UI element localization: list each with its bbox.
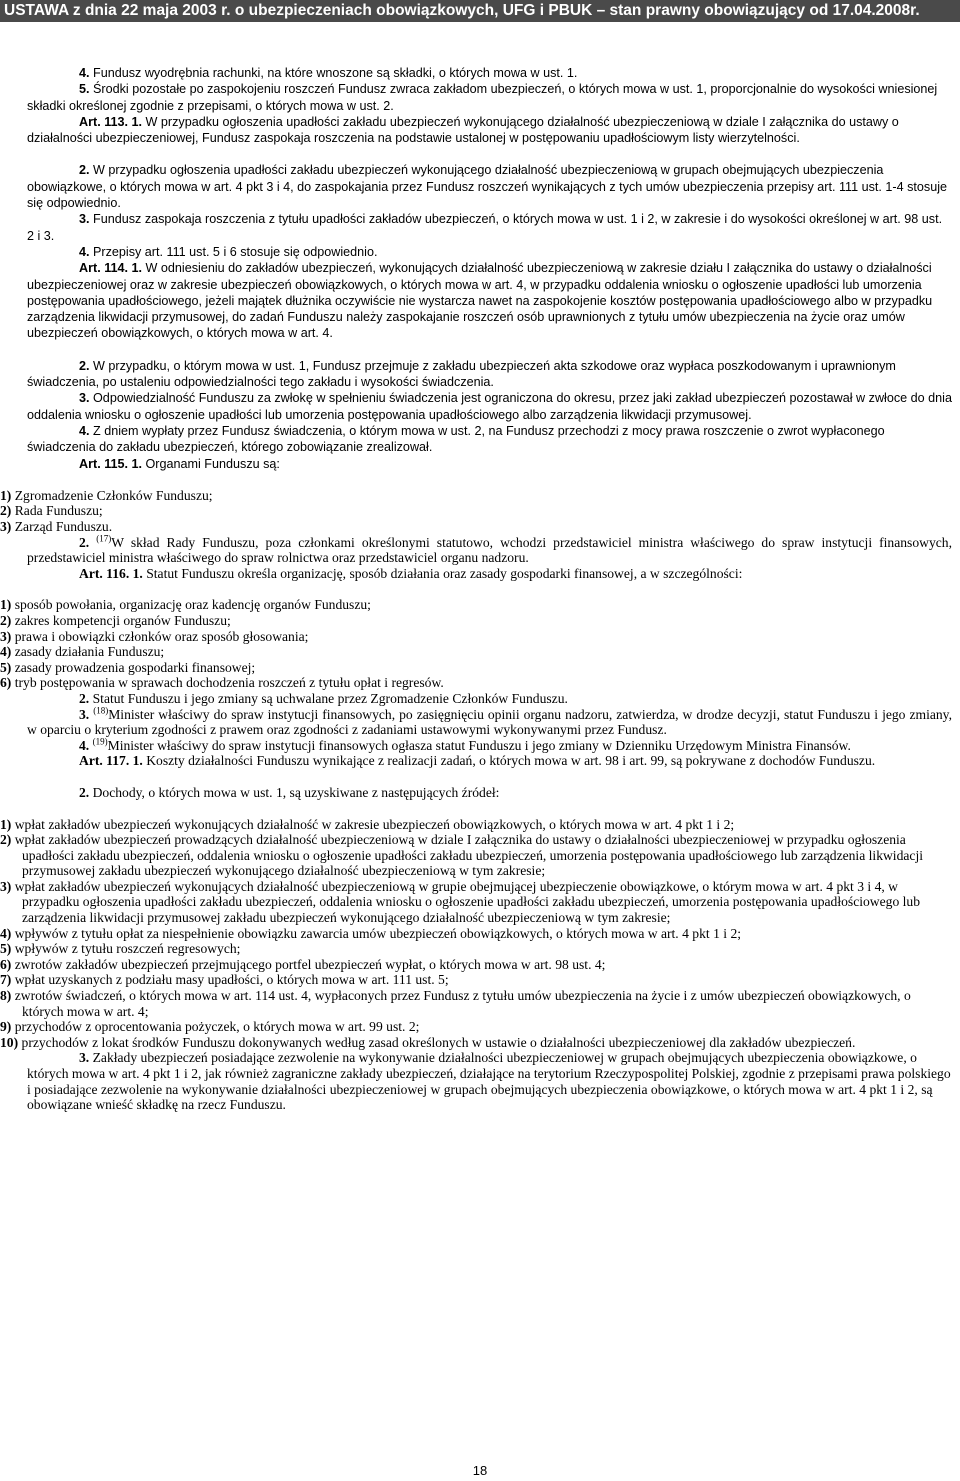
- paragraph: 3. $^{(18)}$Minister właściwy do spraw instytucji finansowych, po zasięgnięciu opinii organu nadzoru, zatwierdza, w drodze decyzji, statut Funduszu i jego zmiany, w oparciu o kryterium zgodności z prawem oraz zgodności z zadaniami ustawowymi wykonywanymi przez Fundusz.: [27, 705, 952, 738]
- paragraph: 3. Odpowiedzialność Funduszu za zwłokę w spełnieniu świadczenia jest ograniczona do okresu, przez jaki zakład ubezpieczeń pozostawał w zwłoce do dnia oddalenia wniosku o ogłoszenie upadłości lub umorzenia postępowania upadłościowego albo zarządzenia likwidacji przymusowej.: [27, 391, 952, 422]
- list-item: 1) sposób powołania, organizację oraz kadencję organów Funduszu;: [0, 597, 371, 613]
- list-item: 3) prawa i obowiązki członków oraz sposób głosowania;: [0, 628, 309, 644]
- list-item: 5) wpływów z tytułu roszczeń regresowych;: [0, 941, 241, 957]
- list-item: 6) zwrotów zakładów ubezpieczeń przejmującego portfel ubezpieczeń wypłat, o których mowa w art. 98 ust. 4;: [0, 956, 606, 972]
- organs-list: [0, 487, 952, 1113]
- list-item: 4) wpływów z tytułu opłat za niespełnienie obowiązku zawarcia umów ubezpieczeń obowiązkowych, o których mowa w art. 4 pkt 1 i 2;: [0, 925, 742, 941]
- paragraph: 2. W przypadku, o którym mowa w ust. 1, Fundusz przejmuje z zakładu ubezpieczeń akta szkodowe oraz wypłaca poszkodowanym i uprawnionym świadczenia, po ustaleniu odpowiedzialności tego zakładu i wysokości świadczenia.: [27, 358, 896, 390]
- paragraph-art-116: Art. 116. 1. Statut Funduszu określa organizację, sposób działania oraz zasady gospodarki finansowej, a w szczególności:: [79, 565, 743, 581]
- list-item: 1) Zgromadzenie Członków Funduszu;: [0, 487, 213, 503]
- list-item: 8) zwrotów świadczeń, o których mowa w art. 114 ust. 4, wypłaconych przez Fundusz z tytułu umów ubezpieczenia na życie i z umów ubezpieczeń obowiązkowych, o których mowa w art. 4;: [0, 988, 911, 1019]
- paragraph: 2. Statut Funduszu i jego zmiany są uchwalane przez Zgromadzenie Członków Funduszu.: [79, 690, 568, 706]
- paragraph: 4. $^{(19)}$Minister właściwy do spraw instytucji finansowych ogłasza statut Funduszu i jego zmiany w Dzienniku Urzędowym Ministra Finansów.: [79, 736, 851, 753]
- paragraph-art-117: Art. 117. 1. Koszty działalności Funduszu wynikające z realizacji zadań, o których mowa w art. 98 i art. 99, są pokrywane z dochodów Funduszu.: [79, 753, 876, 769]
- list-item: 9) przychodów z oprocentowania pożyczek, o których mowa w art. 99 ust. 2;: [0, 1019, 420, 1035]
- list-item: 4) zasady działania Funduszu;: [0, 644, 165, 660]
- list-item: 5) zasady prowadzenia gospodarki finansowej;: [0, 659, 256, 675]
- page-number: 18: [472, 1463, 488, 1478]
- paragraph: 2. $^{(17)}$W skład Rady Funduszu, poza członkami określonymi statutowo, wchodzi przedstawiciel ministra właściwego do spraw instytucji finansowych, przedstawiciel ministra właściwego do spraw rolnictwa oraz przedstawiciel organu nadzoru.: [27, 533, 952, 566]
- page-header: USTAWA z dnia 22 maja 2003 r. o ubezpieczeniach obowiązkowych, UFG i PBUK – stan prawny obowiązujący od 17.04.2008r.: [0, 0, 960, 22]
- paragraph-art-114: Art. 114. 1. W odniesieniu do zakładów ubezpieczeń, wykonujących działalność ubezpieczeniową w zakresie działu I załącznika do ustawy o działalności ubezpieczeniowej oraz w zakresie ubezpieczeń obowiązkowych, o których mowa w art. 4, w przypadku oddalenia wniosku o ogłoszenie upadłości lub umorzenia postępowania upadłościowego, jeżeli majątek dłużnika oczywiście nie wystarcza nawet na zaspokojenie kosztów postępowania upadłościowego albo w przypadku zarządzenia likwidacji przymusowej, do zadań Funduszu należy zaspokajanie roszczeń osób uprawnionych z tytułu umów ubezpieczenia na życie oraz umów ubezpieczeń obowiązkowych, o których mowa w art. 4.: [27, 261, 933, 341]
- paragraph-art-113: Art. 113. 1. W przypadku ogłoszenia upadłości zakładu ubezpieczeń wykonującego działalność ubezpieczeniową w dziale I załącznika do ustawy o działalności ubezpieczeniowej, Fundusz zaspokaja roszczenia na podstawie ustalonej w postępowaniu upadłościowym listy wierzytelności.: [27, 114, 899, 146]
- document-body: [0, 65, 952, 1113]
- paragraph: 5. Środki pozostałe po zaspokojeniu roszczeń Fundusz zwraca zakładom ubezpieczeń, o których mowa w ust. 1, proporcjonalnie do wysokości wniesionej składki określonej zgodnie z przepisami, o których mowa w ust. 2.: [27, 82, 938, 113]
- paragraph: 4. Z dniem wypłaty przez Fundusz świadczenia, o którym mowa w ust. 2, na Fundusz przechodzi z mocy prawa roszczenie o zwrot wypłaconego świadczenia do zakładu ubezpieczeń, którego zobowiązanie zrealizował.: [27, 423, 885, 455]
- footnote-ref: (19): [92, 736, 108, 747]
- list-item: 2) wpłat zakładów ubezpieczeń prowadzących działalność ubezpieczeniową w dziale I załącznika do ustawy o działalności ubezpieczeniowej w przypadku ogłoszenia upadłości zakładu ubezpieczeń, oddalenia wniosku o ogłoszenie upadłości zakładu ubezpieczeń, umorzenia postępowania upadłościowego lub zarządzenia likwidacji przymusowej zakładu ubezpieczeń wykonującego działalność ubezpieczeniową w tym zakresie;: [0, 832, 923, 879]
- paragraph: 2. Dochody, o których mowa w ust. 1, są uzyskiwane z następujących źródeł:: [79, 784, 500, 800]
- paragraph: 3. Zakłady ubezpieczeń posiadające zezwolenie na wykonywanie działalności ubezpieczeniowej w grupach obejmujących ubezpieczenia obowiązkowe, o których mowa w art. 4 pkt 1 i 2, jak również zagraniczne zakłady ubezpieczeń, działające na terytorium Rzeczypospolitej Polskiej, zgodnie z przepisami prawa polskiego i posiadające zezwolenie na wykonywanie działalności ubezpieczeniowej w grupach obejmujących ubezpieczenia obowiązkowe, o których mowa w art. 4 pkt 1 i 2, są obowiązane wnieść składkę na rzecz Funduszu.: [27, 1050, 951, 1113]
- footnote-ref: (18): [93, 705, 109, 716]
- list-item: 2) zakres kompetencji organów Funduszu;: [0, 612, 231, 628]
- list-item: 3) wpłat zakładów ubezpieczeń wykonujących działalność ubezpieczeniową w grupie obejmującej ubezpieczenie obowiązkowe, o którym mowa w art. 4 pkt 3 i 4, w przypadku ogłoszenia upadłości zakładu ubezpieczeń, oddalenia wniosku o ogłoszenie upadłości zakładu ubezpieczeń, umorzenia postępowania upadłościowego lub zarządzenia likwidacji przymusowej zakładu ubezpieczeń wykonującego działalność ubezpieczeniową w tym zakresie;: [0, 878, 921, 926]
- paragraph: 4. Przepisy art. 111 ust. 5 i 6 stosuje się odpowiednio.: [79, 244, 378, 259]
- list-item: 2) Rada Funduszu;: [0, 503, 103, 519]
- paragraph: 4. Fundusz wyodrębnia rachunki, na które wnoszone są składki, o których mowa w ust. 1.: [79, 66, 578, 80]
- list-item: 1) wpłat zakładów ubezpieczeń wykonujących działalność w zakresie ubezpieczeń obowiązkowych, o których mowa w art. 4 pkt 1 i 2;: [0, 816, 735, 832]
- list-item: 3) Zarząd Funduszu.: [0, 519, 113, 535]
- paragraph-art-115: Art. 115. 1. Organami Funduszu są:: [79, 456, 280, 471]
- footnote-ref: (17): [96, 533, 112, 544]
- list-item: 6) tryb postępowania w sprawach dochodzenia roszczeń z tytułu opłat i regresów.: [0, 675, 444, 691]
- list-item: 10) przychodów z lokat środków Funduszu dokonywanych według zasad określonych w ustawie o działalności ubezpieczeniowej dla zakładów ubezpieczeń.: [0, 1034, 856, 1050]
- paragraph: 3. Fundusz zaspokaja roszczenia z tytułu upadłości zakładów ubezpieczeń, o których mowa w ust. 1 i 2, w zakresie i do wysokości określonej w art. 98 ust. 2 i 3.: [27, 212, 943, 243]
- paragraph: 2. W przypadku ogłoszenia upadłości zakładu ubezpieczeń wykonującego działalność ubezpieczeniową w grupach obejmujących ubezpieczenia obowiązkowe, o których mowa w art. 4 pkt 3 i 4, do zaspokajania przez Fundusz roszczeń wynikających z tych umów ubezpieczenia przepisy art. 111 ust. 1-4 stosuje się odpowiednio.: [27, 163, 948, 211]
- list-item: 7) wpłat uzyskanych z podziału masy upadłości, o których mowa w art. 111 ust. 5;: [0, 972, 449, 988]
